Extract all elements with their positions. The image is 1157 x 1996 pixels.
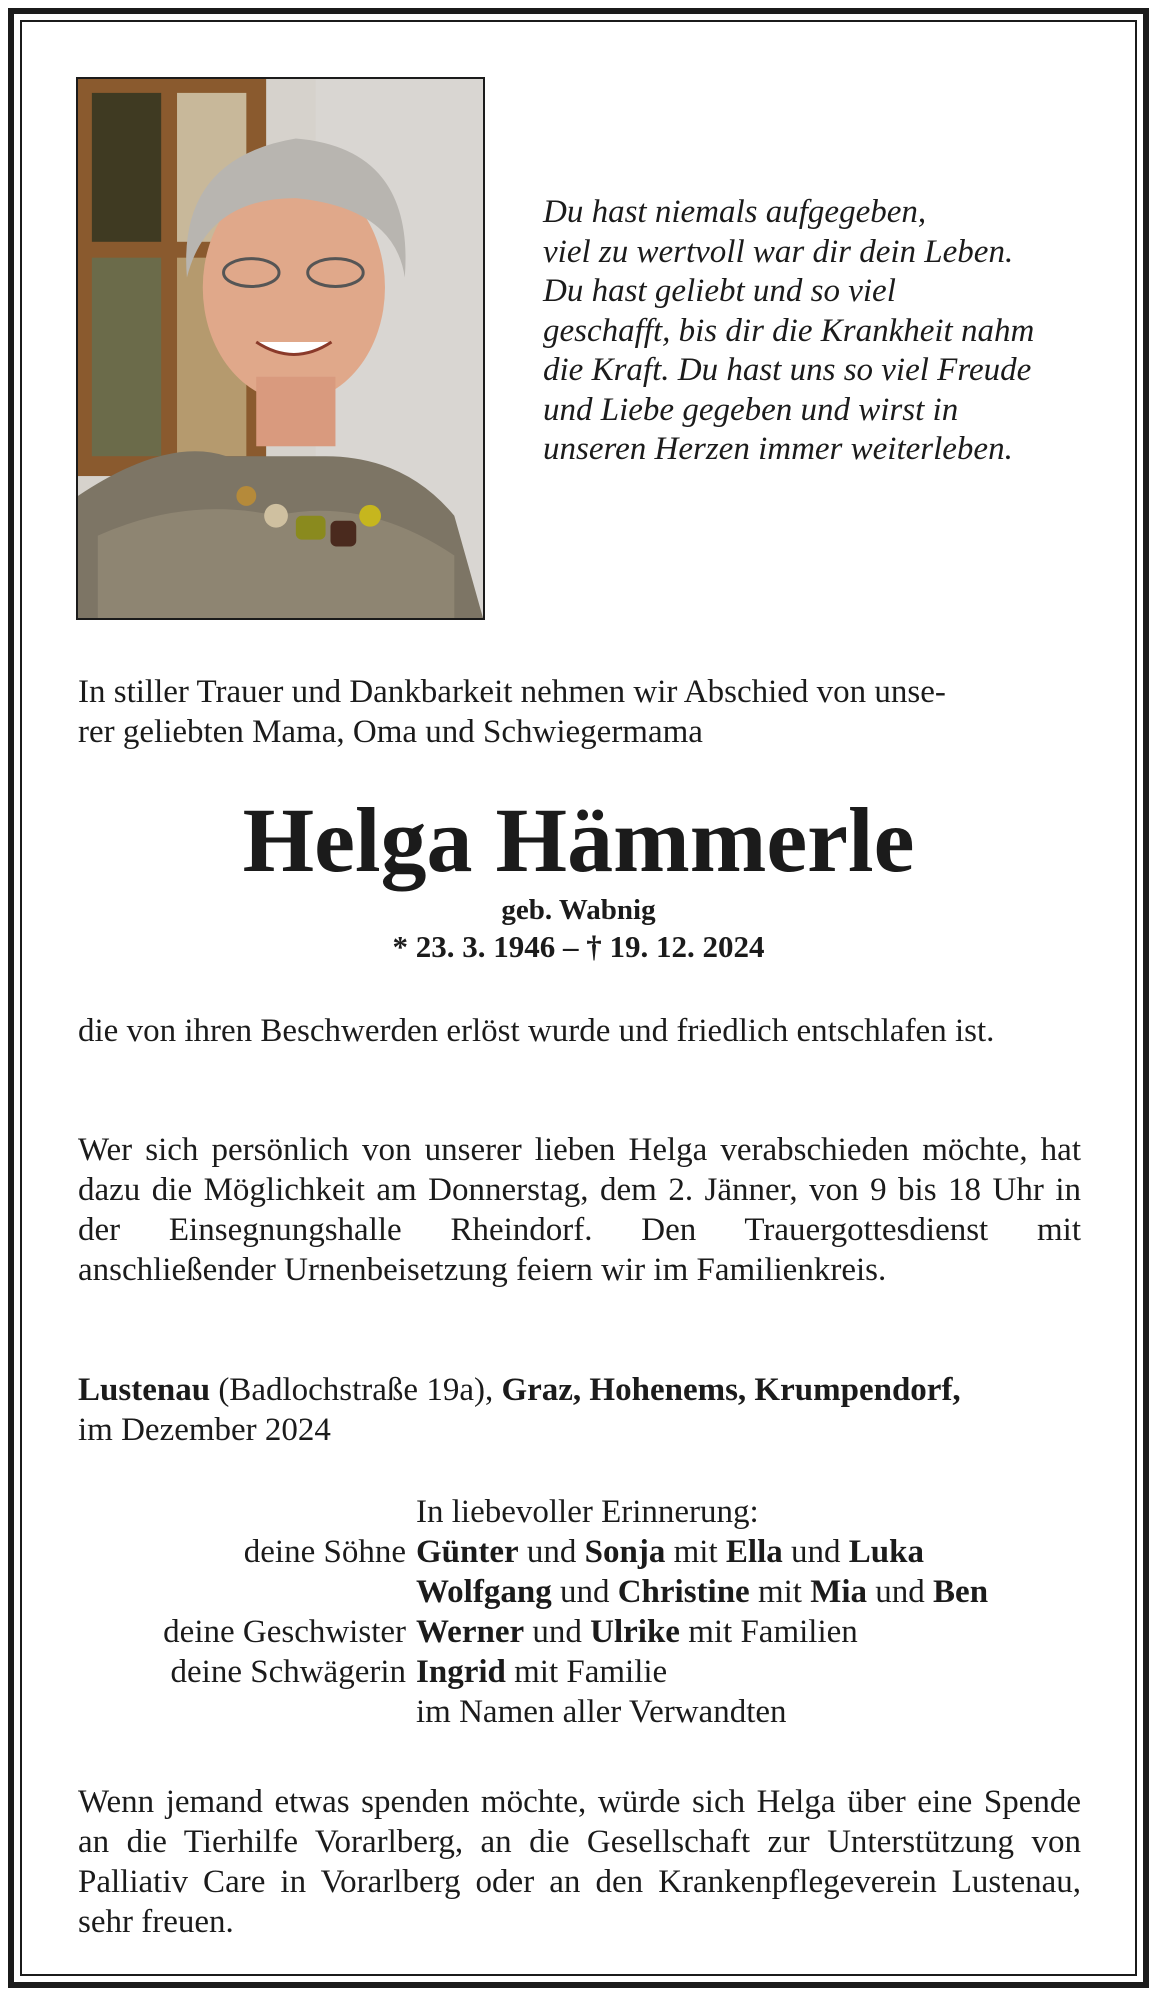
donation-note: Wenn jemand etwas spenden möchte, würde sich Helga über eine Spende an die Tierhilfe Vorarlberg, an die Gesellschaft zur Unterstützung von Palliativ Care in Vorarlberg oder an den Krankenpflegeverein Lustenau, sehr freuen. xyxy=(78,1784,1081,1940)
passing-statement: die von ihren Beschwerden erlöst wurde und friedlich entschlafen ist. xyxy=(78,1013,995,1049)
poem-line: Du hast niemals aufgegeben, xyxy=(543,194,927,230)
poem-line: geschafft, bis dir die Krankheit nahm xyxy=(543,312,1035,349)
siblings-names: Werner und Ulrike mit Familien xyxy=(416,1614,858,1650)
intro-line-2: rer geliebten Mama, Oma und Schwiegermama xyxy=(78,714,703,750)
farewell-info: Wer sich persönlich von unserer lieben Helga verabschieden möchte, hat dazu die Möglichkeit am Donnerstag, dem 2. Jänner, von 9 bis 18 Uhr in der Einsegnungshalle Rheindorf. Den Trauergottesdienst mit anschließender Urnenbeisetzung feiern wir im Familienkreis. xyxy=(78,1132,1081,1288)
poem-line: Du hast geliebt und so viel xyxy=(543,273,896,309)
birth-name: geb. Wabnig xyxy=(501,894,656,926)
place-line xyxy=(78,1370,1081,1410)
sons-names-2: Wolfgang und Christine mit Mia und Ben xyxy=(416,1574,989,1610)
memorial-poem xyxy=(543,193,1103,470)
siblings-label: deine Geschwister xyxy=(163,1614,406,1650)
place-and-date xyxy=(78,1370,1081,1450)
poem-line: unseren Herzen immer weiterleben. xyxy=(543,431,1013,467)
sisterinlaw-label: deine Schwägerin xyxy=(170,1654,406,1690)
life-dates: * 23. 3. 1946 – † 19. 12. 2024 xyxy=(392,929,765,964)
poem-line: und Liebe gegeben und wirst in xyxy=(543,391,959,428)
intro-line-1: In stiller Trauer und Dankbarkeit nehmen wir Abschied von unse- xyxy=(78,674,946,710)
portrait-photo xyxy=(76,77,485,620)
poem-line: die Kraft. Du hast uns so viel Freude xyxy=(543,352,1032,388)
announcement-date: im Dezember 2024 xyxy=(78,1412,331,1448)
place-others: Graz, Hohenems, Krumpendorf, xyxy=(501,1372,961,1408)
sons-names-1: Günter und Sonja mit Ella und Luka xyxy=(416,1534,924,1570)
place-address: (Badlochstraße 19a), xyxy=(218,1372,494,1408)
relatives-text: im Namen aller Verwandten xyxy=(416,1694,787,1730)
memory-heading: In liebevoller Erinnerung: xyxy=(416,1494,759,1530)
deceased-name: Helga Hämmerle xyxy=(242,789,915,891)
sons-label: deine Söhne xyxy=(243,1534,406,1570)
poem-line: viel zu wertvoll war dir dein Leben. xyxy=(543,233,1014,270)
portrait-image xyxy=(78,79,483,618)
place-city: Lustenau xyxy=(78,1372,211,1408)
sisterinlaw-names: Ingrid mit Familie xyxy=(416,1654,668,1690)
intro-text xyxy=(78,672,1084,752)
